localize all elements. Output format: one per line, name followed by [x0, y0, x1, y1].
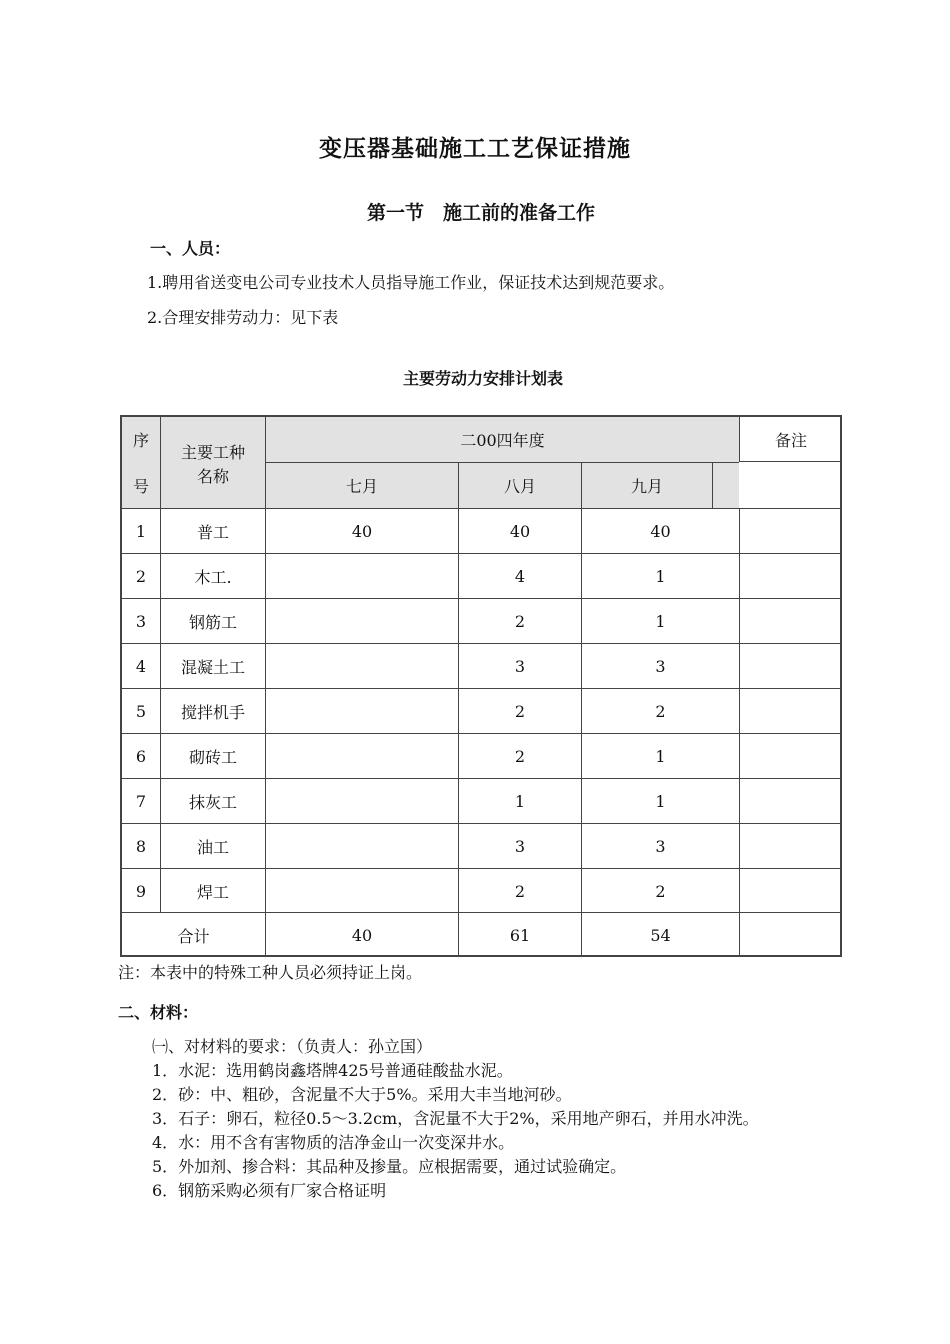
row-july: [266, 779, 458, 823]
total-july: 40: [351, 925, 373, 945]
row-seq: 4: [135, 656, 147, 676]
row-seq: 1: [135, 521, 147, 541]
row-remark: [740, 509, 842, 553]
row-august: 2: [514, 611, 526, 631]
row-july: [266, 689, 458, 733]
header-month-august: 八月: [503, 477, 536, 496]
row-remark: [740, 689, 842, 733]
row-july: [266, 824, 458, 868]
row-type: 混凝土工: [180, 657, 245, 677]
row-type: 油工: [196, 837, 229, 857]
row-august: 3: [514, 836, 526, 856]
row-seq: 7: [135, 791, 147, 811]
header-seq-bottom: 号: [132, 477, 149, 496]
document-title: 变压器基础施工工艺保证措施: [319, 135, 631, 162]
materials-item: 5．外加剂、掺合料：其品种及掺量。应根据需要，通过试验确定。: [152, 1157, 627, 1176]
row-remark: [740, 734, 842, 778]
row-type: 木工.: [194, 567, 232, 587]
row-september: 1: [655, 746, 666, 766]
table-note: 注：本表中的特殊工种人员必须持证上岗。: [118, 963, 423, 982]
personnel-line-2: 2.合理安排劳动力：见下表: [147, 308, 339, 327]
row-july: [266, 599, 458, 643]
row-remark: [740, 779, 842, 823]
row-july: 40: [351, 521, 373, 541]
total-remark: [740, 913, 842, 957]
row-seq: 9: [135, 881, 147, 901]
row-august: 1: [514, 791, 526, 811]
materials-item: 2．砂：中、粗砂，含泥量不大于5%。采用大丰当地河砂。: [152, 1085, 572, 1104]
row-august: 40: [509, 521, 531, 541]
header-type-line1: 主要工种: [180, 442, 245, 462]
row-july: [266, 734, 458, 778]
row-seq: 5: [135, 701, 147, 721]
materials-heading: 二、材料：: [118, 1003, 199, 1022]
row-remark: [740, 599, 842, 643]
total-august: 61: [509, 925, 531, 945]
header-remark: 备注: [774, 430, 807, 450]
row-september: 1: [655, 611, 666, 631]
materials-item: 4．水：用不含有害物质的洁净金山一次变深井水。: [152, 1133, 515, 1152]
row-july: [266, 554, 458, 598]
header-month-july: 七月: [345, 477, 378, 496]
row-type: 砌砖工: [188, 747, 237, 767]
total-label: 合计: [177, 926, 210, 946]
row-august: 2: [514, 881, 526, 901]
row-type: 普工: [196, 522, 229, 542]
personnel-line-1: 1.聘用省送变电公司专业技术人员指导施工作业，保证技术达到规范要求。: [147, 273, 675, 292]
materials-requirement: ㈠、对材料的要求：（负责人：孙立国）: [152, 1037, 433, 1056]
row-remark: [740, 644, 842, 688]
row-july: [266, 644, 458, 688]
materials-item: 1．水泥：选用鹤岗鑫塔牌425号普通硅酸盐水泥。: [152, 1061, 513, 1080]
header-month-september: 九月: [630, 477, 663, 496]
row-september: 3: [655, 656, 666, 676]
row-september: 2: [655, 701, 666, 721]
row-remark: [740, 869, 842, 913]
total-september: 54: [650, 925, 671, 945]
row-type: 钢筋工: [188, 612, 237, 632]
row-august: 4: [514, 566, 526, 586]
row-september: 1: [655, 566, 666, 586]
row-august: 2: [514, 701, 526, 721]
section-heading: 第一节 施工前的准备工作: [366, 202, 595, 224]
row-seq: 3: [135, 611, 147, 631]
row-type: 焊工: [196, 882, 229, 902]
personnel-heading: 一、人员：: [150, 239, 231, 258]
header-year: 二00四年度: [460, 431, 545, 450]
row-remark: [740, 554, 842, 598]
row-seq: 2: [135, 566, 147, 586]
row-september: 2: [655, 881, 666, 901]
labor-table: [120, 415, 842, 957]
row-type: 抹灰工: [188, 792, 237, 812]
row-september: 40: [650, 521, 671, 541]
header-seq-top: 序: [132, 431, 149, 450]
row-type: 搅拌机手: [180, 702, 245, 722]
table-caption: 主要劳动力安排计划表: [402, 369, 563, 388]
row-september: 1: [655, 791, 666, 811]
row-july: [266, 869, 458, 913]
row-august: 3: [514, 656, 526, 676]
row-seq: 8: [135, 836, 147, 856]
row-remark: [740, 824, 842, 868]
materials-item: 3．石子：卵石，粒径0.5～3.2cm，含泥量不大于2%，采用地产卵石，并用水冲洗。: [152, 1109, 759, 1128]
row-august: 2: [514, 746, 526, 766]
row-september: 3: [655, 836, 666, 856]
materials-item: 6．钢筋采购必须有厂家合格证明: [152, 1181, 387, 1200]
header-type-line2: 名称: [196, 466, 229, 486]
row-seq: 6: [135, 746, 147, 766]
